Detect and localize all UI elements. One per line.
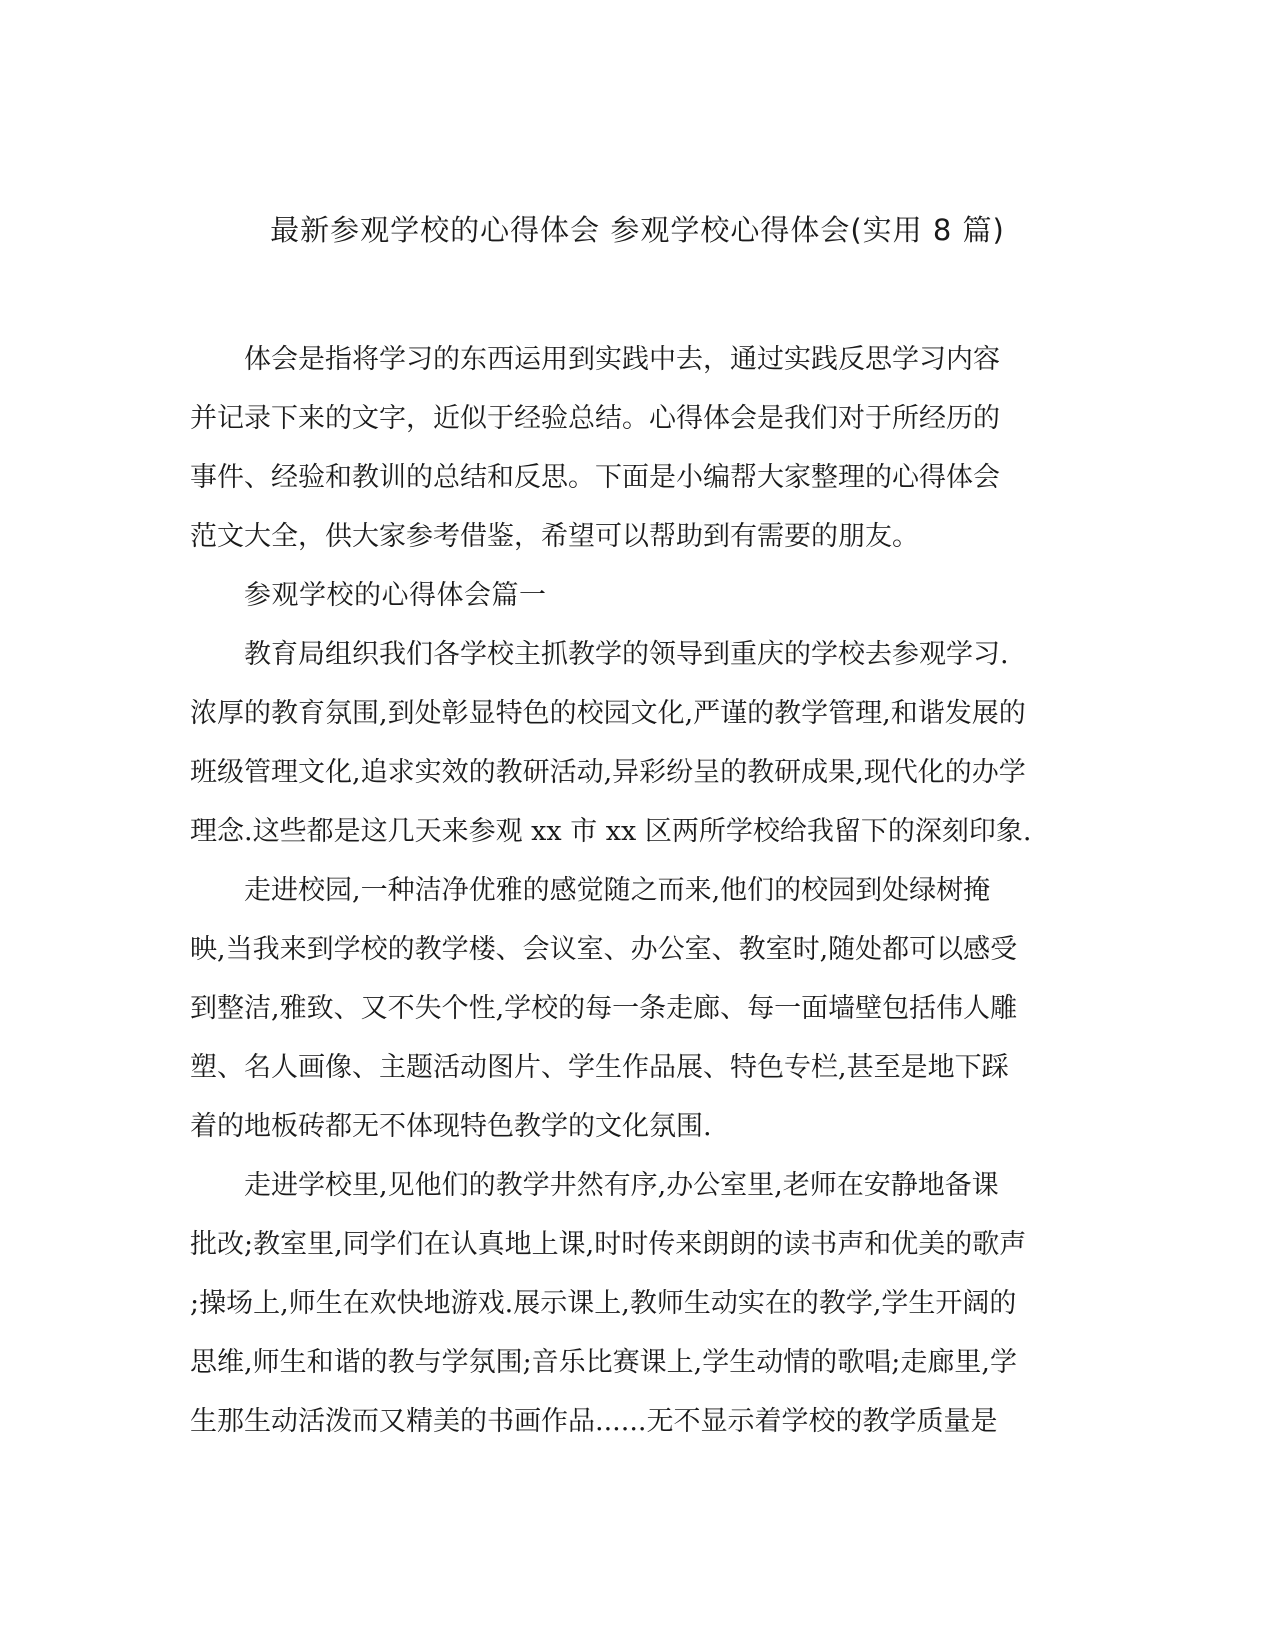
text-line: 参观学校的心得体会篇一	[244, 580, 547, 611]
text-line: 体会是指将学习的东西运用到实践中去，通过实践反思学习内容	[244, 344, 1000, 375]
text-line: 教育局组织我们各学校主抓教学的领导到重庆的学校去参观学习.	[244, 639, 1009, 670]
text-line: 生那生动活泼而又精美的书画作品......无不显示着学校的教学质量是	[190, 1406, 998, 1437]
text-line: ;操场上,师生在欢快地游戏.展示课上,教师生动实在的教学,学生开阔的	[190, 1288, 1017, 1319]
text-line: 到整洁,雅致、又不失个性,学校的每一条走廊、每一面墙壁包括伟人雕	[190, 993, 1018, 1024]
text-line: 班级管理文化,追求实效的教研活动,异彩纷呈的教研成果,现代化的办学	[190, 757, 1026, 788]
section-heading	[190, 566, 1075, 625]
text-line: 事件、经验和教训的总结和反思。下面是小编帮大家整理的心得体会	[190, 462, 1000, 493]
text-line: 思维,师生和谐的教与学氛围;音乐比赛课上,学生动情的歌唱;走廊里,学	[190, 1347, 1017, 1378]
body-paragraph	[190, 1156, 1075, 1451]
intro-paragraph	[190, 330, 1075, 566]
body-paragraph	[190, 861, 1075, 1156]
text-line: 走进学校里,见他们的教学井然有序,办公室里,老师在安静地备课	[244, 1170, 999, 1201]
text-line: 映,当我来到学校的教学楼、会议室、办公室、教室时,随处都可以感受	[190, 934, 1018, 965]
text-line: 塑、名人画像、主题活动图片、学生作品展、特色专栏,甚至是地下踩	[190, 1052, 1009, 1083]
text-line: 理念.这些都是这几天来参观 xx 市 xx 区两所学校给我留下的深刻印象.	[190, 816, 1032, 847]
text-line: 批改;教室里,同学们在认真地上课,时时传来朗朗的读书声和优美的歌声	[190, 1229, 1027, 1260]
text-line: 并记录下来的文字，近似于经验总结。心得体会是我们对于所经历的	[190, 403, 1000, 434]
text-line: 范文大全，供大家参考借鉴，希望可以帮助到有需要的朋友。	[190, 521, 919, 552]
text-line: 浓厚的教育氛围,到处彰显特色的校园文化,严谨的教学管理,和谐发展的	[190, 698, 1026, 729]
text-line: 走进校园,一种洁净优雅的感觉随之而来,他们的校园到处绿树掩	[244, 875, 991, 906]
document-body	[190, 330, 1075, 1451]
body-paragraph	[190, 625, 1075, 861]
text-line: 着的地板砖都无不体现特色教学的文化氛围.	[190, 1111, 712, 1142]
document-title: 最新参观学校的心得体会 参观学校心得体会(实用 8 篇)	[270, 213, 1005, 247]
